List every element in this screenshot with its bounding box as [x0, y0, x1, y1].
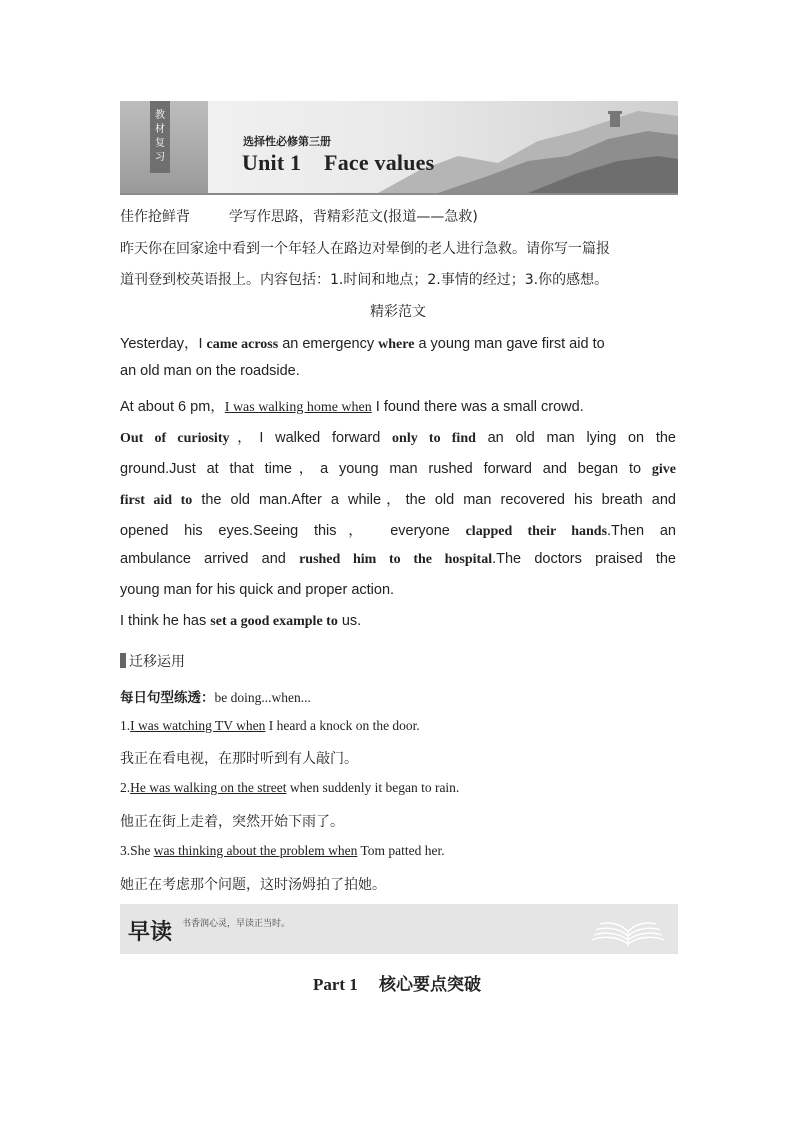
unit-banner — [120, 101, 678, 195]
underlined-phrase: was thinking about the problem when — [153, 843, 358, 858]
essay-line: opened his eyes.Seeing this， everyone clapped their hands.Then an — [120, 523, 676, 539]
morning-reading-banner — [120, 904, 678, 954]
practice-translation: 他正在街上走着，突然开始下雨了。 — [120, 814, 344, 830]
banner-label-char: 教 — [155, 110, 165, 121]
essay-line: ground.Just at that time，a young man rushed forward and began to give — [120, 461, 676, 477]
section-header — [120, 206, 676, 226]
page-title: Unit 1 Face values — [242, 150, 435, 175]
key-phrase: set a good example to — [210, 614, 338, 629]
great-wall-illustration-icon — [378, 101, 678, 193]
practice-sentence: 1.I was watching TV when I heard a knock on the door. — [120, 718, 420, 733]
practice-sentence: 3.She was thinking about the problem when Tom patted her. — [120, 843, 445, 858]
key-phrase: Out of curiosity — [120, 431, 230, 446]
essay-line: I think he has set a good example to us. — [120, 613, 362, 629]
key-phrase: clapped their hands — [465, 524, 608, 539]
key-phrase: give — [651, 462, 676, 477]
essay-line: young man for his quick and proper action. — [120, 582, 395, 598]
key-phrase: rushed him to the hospital — [299, 552, 493, 567]
underlined-phrase: He was walking on the street — [130, 780, 287, 795]
banner-label — [150, 101, 170, 173]
essay-line: first aid to the old man.After a while，the old man recovered his breath and — [120, 492, 676, 508]
key-phrase: came across — [206, 337, 279, 352]
essay-line: an old man on the roadside. — [120, 363, 300, 379]
key-phrase: where — [378, 337, 415, 352]
practice-sentence: 2.He was walking on the street when suddenly it began to rain. — [120, 780, 460, 795]
essay-line: At about 6 pm，I was walking home when I found there was a small crowd. — [120, 399, 584, 415]
underlined-phrase: I was watching TV when — [130, 718, 266, 733]
essay-line: Out of curiosity，I walked forward only to find an old man lying on the — [120, 430, 676, 446]
banner-label-char: 材 — [155, 124, 165, 135]
essay-line: Yesterday，I came across an emergency where a young man gave first aid to — [120, 336, 605, 352]
part-title: Part 1 核心要点突破 — [312, 975, 482, 994]
banner-label-char: 习 — [155, 152, 165, 163]
prompt-line: 道刊登到校英语报上。内容包括：1.时间和地点；2.事情的经过；3.你的感想。 — [120, 272, 609, 288]
banner-label-char: 复 — [155, 138, 165, 149]
section-header-left: 佳作抢鲜背 — [120, 209, 190, 225]
model-essay-title: 精彩范文 — [370, 304, 426, 320]
pattern: be doing...when... — [214, 690, 311, 705]
banner-subtitle: 选择性必修第三册 — [243, 135, 331, 148]
morning-subtitle: 书香润心灵，早读正当时。 — [182, 919, 291, 929]
open-book-icon — [588, 912, 668, 948]
section-header-right: 学写作思路，背精彩范文(报道——急救) — [228, 209, 478, 225]
practice-header: 迁移运用 — [120, 651, 676, 671]
key-phrase: only to find — [392, 431, 476, 446]
section-marker-icon — [120, 653, 126, 668]
practice-translation: 我正在看电视，在那时听到有人敲门。 — [120, 751, 358, 767]
pattern-label: 每日句型练透： — [120, 690, 215, 706]
key-phrase: first aid to — [120, 493, 193, 508]
pattern-line — [120, 686, 676, 706]
morning-title: 早读 — [128, 919, 173, 945]
practice-translation: 她正在考虑那个问题，这时汤姆拍了拍她。 — [120, 877, 386, 893]
essay-line: ambulance arrived and rushed him to the hospital.The doctors praised the — [120, 551, 676, 567]
underlined-phrase: I was walking home when — [224, 400, 372, 415]
prompt-line: 昨天你在回家途中看到一个年轻人在路边对晕倒的老人进行急救。请你写一篇报 — [120, 241, 610, 257]
